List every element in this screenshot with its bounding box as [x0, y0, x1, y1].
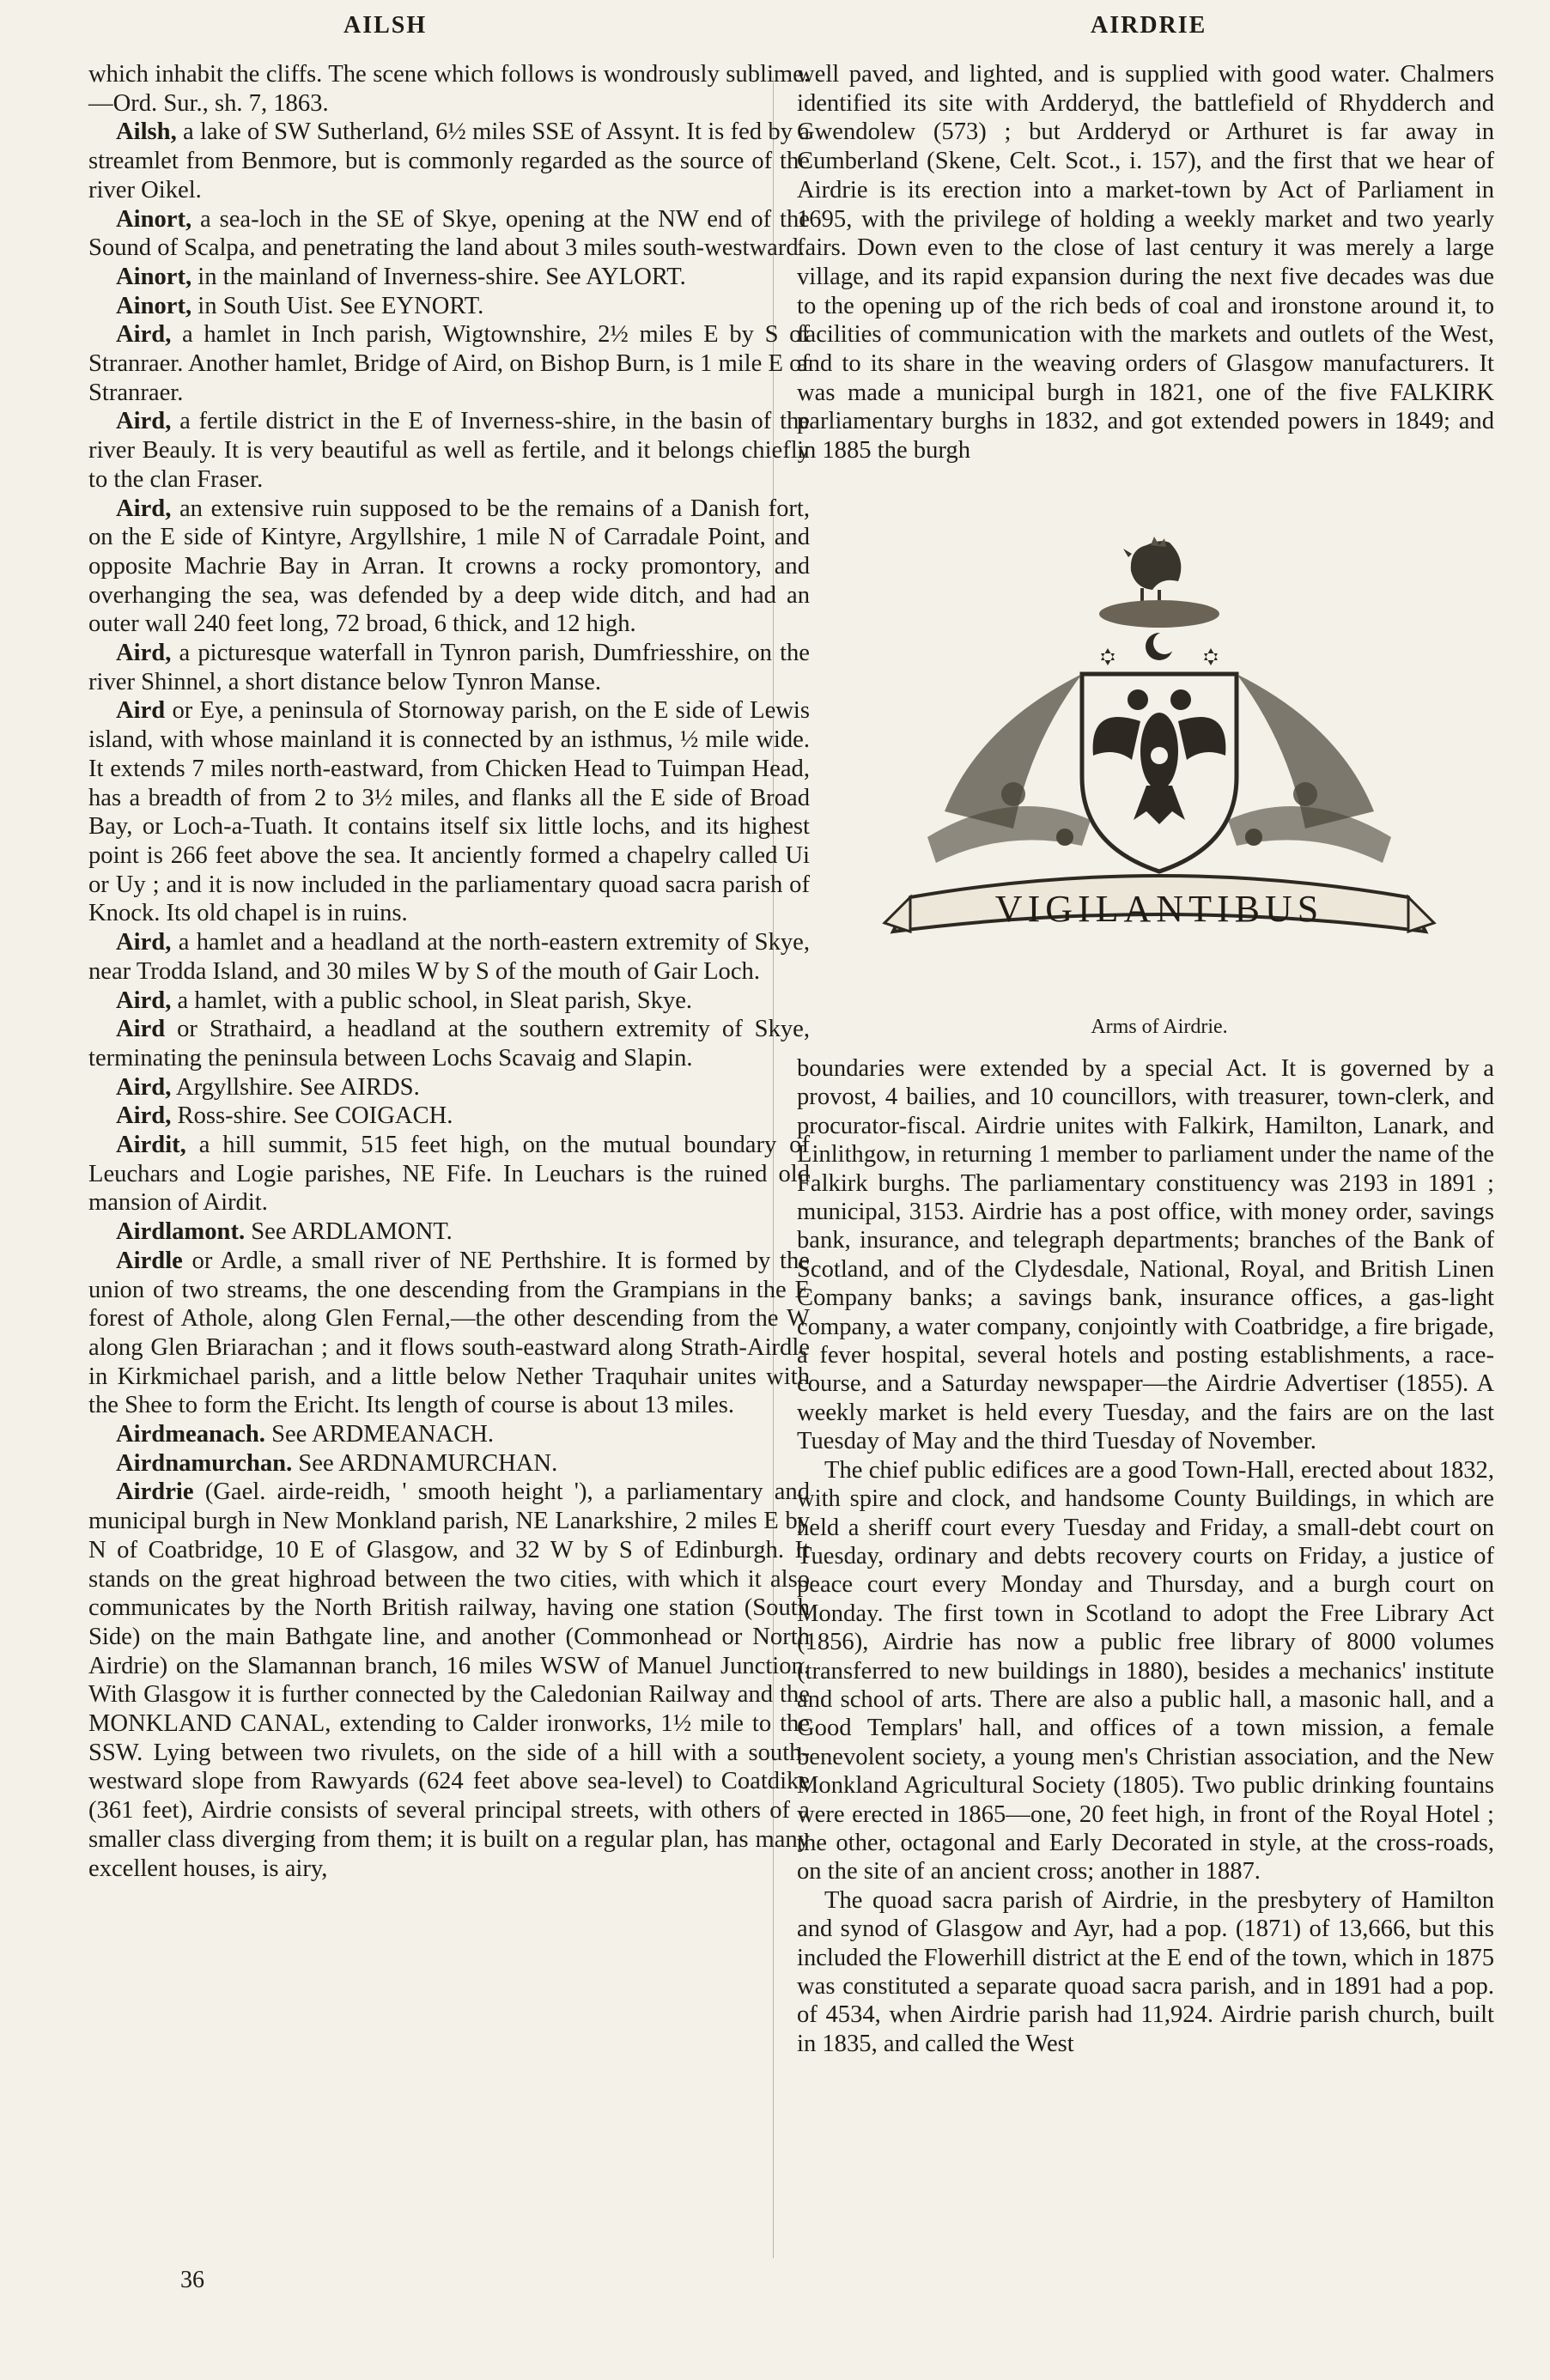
entry-headword: Airdmeanach. — [116, 1421, 265, 1448]
entry-headword: Airdrie — [116, 1478, 194, 1506]
gazetteer-entry — [88, 1449, 810, 1478]
page-number: 36 — [180, 2267, 204, 2293]
running-header-left: AILSH — [343, 12, 428, 39]
entry-text: in the mainland of Inverness-shire. See AYLORT. — [191, 263, 686, 290]
gazetteer-entry — [88, 987, 810, 1016]
entry-headword: Ainort, — [116, 263, 192, 290]
gazetteer-entry — [88, 60, 810, 118]
article-paragraph: The chief public edifices are a good Town-Hall, erected about 1832, with spire and clock, and handsome County Buildings, in which are held a sheriff court every Tuesday and Friday, a small-debt court on Tuesday, ordinary and debts recovery courts on Friday, a justice of peace court every Monday and Thursday, and a burgh court on Monday. The first town in Scotland to adopt the Free Library Act (1856), Airdrie has now a public free library of 8000 volumes (transferred to new buildings in 1880), besides a mechanics' institute and school of arts. There are also a public hall, a masonic hall, and a Good Templars' hall, and offices of a town mission, a female benevolent society, a young men's Christian association, and the New Monkland Agricultural Society (1805). Two public drinking fountains were erected in 1865—one, 20 feet high, in front of the Royal Hotel ; the other, octagonal and Early Decorated in style, at the cross-roads, on the site of an ancient cross; another in 1887. — [797, 1456, 1494, 1885]
entry-headword: Aird, — [116, 987, 172, 1014]
entry-text: a hill summit, 515 feet high, on the mutual boundary of Leuchars and Logie parishes, NE Fife. In Leuchars is the ruined old mansion of Airdit. — [88, 1132, 810, 1217]
entry-headword: Aird, — [116, 495, 172, 522]
gazetteer-entry — [88, 1131, 810, 1217]
entry-headword: Ailsh, — [116, 118, 177, 146]
entry-headword: Aird, — [116, 929, 172, 956]
entry-headword: Aird, — [116, 1102, 172, 1130]
entry-text: a sea-loch in the SE of Skye, opening at the NW end of the Sound of Scalpa, and penetrating the land about 3 miles south-westward. — [88, 205, 810, 262]
right-column-lower — [797, 1054, 1494, 2058]
entry-headword: Aird, — [116, 321, 172, 349]
entry-text: in South Uist. See EYNORT. — [191, 292, 484, 319]
entry-text: See ARDMEANACH. — [264, 1421, 495, 1448]
arms-of-airdrie-emblem — [859, 528, 1460, 1017]
entry-text: a hamlet in Inch parish, Wigtownshire, 2½ miles E by S of Stranraer. Another hamlet, Bridge of Aird, on Bishop Burn, is 1 mile E of Stranraer. — [88, 321, 810, 406]
entry-text: a lake of SW Sutherland, 6½ miles SSE of Assynt. It is fed by a streamlet from Benmore, but is commonly regarded as the source of the river Oikel. — [88, 118, 810, 203]
emblem-caption: Arms of Airdrie. — [1091, 1016, 1228, 1038]
left-column — [88, 60, 810, 1883]
entry-headword: Aird — [116, 697, 166, 725]
right-column-top — [797, 60, 1494, 465]
entry-text: or Ardle, a small river of NE Perthshire. It is formed by the union of two streams, the one descending from the Grampians in the E forest of Athole, along Glen Fernal,—the other descending from the W along Glen Briarachan ; and it flows south-eastward along Strath-Airdle in Kirkmichael parish, and a little below Nether Traquhair unites with the Shee to form the Ericht. Its length of course is about 13 miles. — [88, 1247, 810, 1419]
right-column-top-paragraph: well paved, and lighted, and is supplied with good water. Chalmers identified its site with Ardderyd, the battlefield of Rhydderch and Gwendolew (573) ; but Ardderyd or Arthuret is far away in Cumberland (Skene, Celt. Scot., i. 157), and the first that we hear of Airdrie is its erection into a market-town by Act of Parliament in 1695, with the privilege of holding a weekly market and two yearly fairs. Down even to the close of last century it was merely a large village, and its rapid expansion during the next five decades was due to the opening up of the rich beds of coal and ironstone around it, to facilities of communication with the markets and outlets of the West, and to its share in the weaving orders of Glasgow manufacturers. It was made a municipal burgh in 1821, one of the five FALKIRK parliamentary burghs in 1832, and got extended powers in 1849; and in 1885 the burgh — [797, 61, 1494, 464]
gazetteer-entry — [88, 639, 810, 696]
gazetteer-entry — [88, 1217, 810, 1247]
gazetteer-entry — [88, 1073, 810, 1102]
article-paragraph: The quoad sacra parish of Airdrie, in the presbytery of Hamilton and synod of Glasgow and Ayr, had a pop. (1871) of 13,666, but this included the Flowerhill district at the E end of the town, which in 1875 was constituted a separate quoad sacra parish, and in 1891 had a pop. of 4534, when Airdrie parish had 11,924. Airdrie parish church, built in 1835, and called the West — [797, 1886, 1494, 2057]
entry-text: (Gael. airde-reidh, ' smooth height '), a parliamentary and municipal burgh in New Monkland parish, NE Lanarkshire, 2 miles E by N of Coatbridge, 10 E of Glasgow, and 32 W by S of Edinburgh. It stands on the great highroad between the two cities, with which it also communicates by the North British railway, having one station (South Side) on the main Bathgate line, and another (Commonhead or North Airdrie) on the Slamannan branch, 16 miles WSW of Manuel Junction. With Glasgow it is further connected by the Caledonian Railway and the MONKLAND CANAL, extending to Calder ironworks, 1½ mile to the SSW. Lying between two rivulets, on the side of a hill with a south-westward slope from Rawyards (624 feet above sea-level) to Coatdike (361 feet), Airdrie consists of several principal streets, with others of a smaller class diverging from them; it is built on a regular plan, has many excellent houses, is airy, — [88, 1478, 810, 1882]
gazetteer-entry — [88, 928, 810, 986]
entry-text: a hamlet, with a public school, in Sleat parish, Skye. — [171, 987, 693, 1014]
entry-text: or Strathaird, a headland at the southern extremity of Skye, terminating the peninsula between Lochs Scavaig and Slapin. — [88, 1016, 810, 1072]
entry-text: See ARDLAMONT. — [245, 1218, 453, 1246]
gazetteer-entry — [88, 495, 810, 640]
entry-headword: Ainort, — [116, 205, 192, 233]
entry-text: or Eye, a peninsula of Stornoway parish, on the E side of Lewis island, with whose mainland it is connected by an isthmus, ½ mile wide. It extends 7 miles north-eastward, from Chicken Head to Tuimpan Head, has a breadth of from 2 to 3½ miles, and flanks all the E side of Broad Bay, or Loch-a-Tuath. It contains itself six little lochs, and its highest point is 266 feet above the sea. It anciently formed a chapelry called Ui or Uy ; and it is now included in the parliamentary quoad sacra parish of Knock. Its old chapel is in ruins. — [88, 697, 810, 927]
entry-text: See ARDNAMURCHAN. — [292, 1449, 558, 1477]
entry-headword: Ainort, — [116, 292, 192, 319]
entry-headword: Airdnamurchan. — [116, 1449, 293, 1477]
gazetteer-entry — [88, 1420, 810, 1449]
motto-text: VIGILANTIBUS — [994, 888, 1324, 930]
coat-of-arms-illustration — [859, 528, 1460, 974]
gazetteer-entry — [88, 1102, 810, 1131]
gazetteer-entry — [88, 320, 810, 407]
gazetteer-entry — [88, 407, 810, 494]
entry-headword: Aird, — [116, 640, 172, 667]
entry-text: which inhabit the cliffs. The scene which follows is wondrously sublime.—Ord. Sur., sh. 7, 1863. — [88, 61, 810, 117]
gazetteer-entry — [88, 205, 810, 263]
gazetteer-entry — [88, 1247, 810, 1420]
gazetteer-entry — [88, 1015, 810, 1072]
entry-headword: Airdle — [116, 1247, 183, 1274]
wreath-icon — [1099, 600, 1219, 628]
cock-crest-icon — [1123, 537, 1181, 607]
gazetteer-entry — [88, 118, 810, 204]
entry-headword: Airdit, — [116, 1132, 186, 1159]
gazetteer-entry — [88, 696, 810, 928]
gazetteer-entry — [88, 1478, 810, 1883]
entry-text: Argyllshire. See AIRDS. — [171, 1073, 420, 1101]
entry-headword: Aird, — [116, 408, 172, 435]
gazetteer-entry — [88, 263, 810, 292]
gazetteer-entry — [88, 292, 810, 321]
running-header-right: AIRDRIE — [1091, 12, 1207, 39]
entry-headword: Airdlamont. — [116, 1218, 246, 1246]
entry-text: an extensive ruin supposed to be the remains of a Danish fort, on the E side of Kintyre, Argyllshire, 1 mile N of Carradale Point, and opposite Machrie Bay in Arran. It crowns a rocky promontory, and overhanging the sea, was defended by a deep wide ditch, and had an outer wall 240 feet long, 72 broad, 6 thick, and 12 high. — [88, 495, 810, 638]
article-paragraph: boundaries were extended by a special Act. It is governed by a provost, 4 bailies, and 10 councillors, with treasurer, town-clerk, and procurator-fiscal. Airdrie unites with Falkirk, Hamilton, Lanark, and Linlithgow, in returning 1 member to parliament under the name of the Falkirk burghs. The parliamentary constituency was 2193 in 1891 ; municipal, 3153. Airdrie has a post office, with money order, savings bank, insurance, and telegraph departments; branches of the Bank of Scotland, and of the Clydesdale, National, Royal, and British Linen Company banks; a savings bank, insurance offices, a gas-light company, a water company, conjointly with Coatbridge, a fire brigade, a fever hospital, several hotels and posting establishments, a race-course, and a Saturday newspaper—the Airdrie Advertiser (1855). A weekly market is held every Tuesday, and the fairs are on the last Tuesday of May and the third Tuesday of November. — [797, 1055, 1494, 1455]
entry-text: a picturesque waterfall in Tynron parish, Dumfriesshire, on the river Shinnel, a short distance below Tynron Manse. — [88, 640, 810, 695]
entry-text: a hamlet and a headland at the north-eastern extremity of Skye, near Trodda Island, and 30 miles W by S of the mouth of Gair Loch. — [88, 929, 810, 985]
entry-headword: Aird — [116, 1016, 166, 1043]
double-headed-eagle-icon — [1093, 689, 1226, 824]
entry-text: Ross-shire. See COIGACH. — [171, 1102, 453, 1130]
entry-headword: Aird, — [116, 1073, 172, 1101]
stars-and-crescent-icon — [1101, 632, 1218, 665]
entry-text: a fertile district in the E of Inverness-shire, in the basin of the river Beauly. It is very beautiful as well as fertile, and it belongs chiefly to the clan Fraser. — [88, 408, 810, 493]
